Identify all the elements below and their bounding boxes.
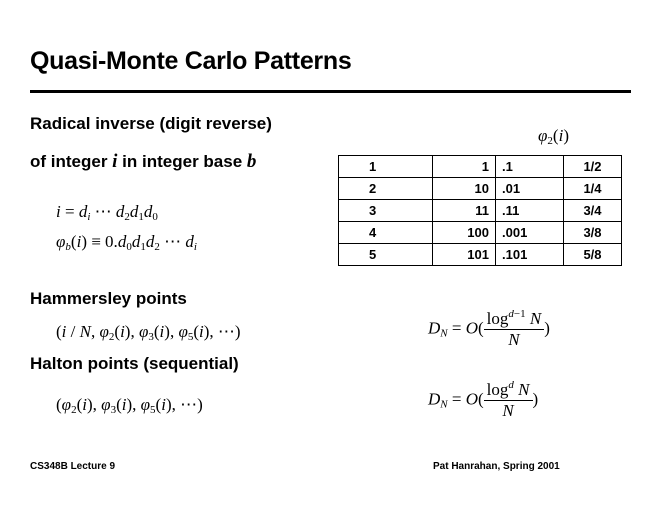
table-row — [339, 200, 622, 222]
halton-fraction: $\frac{\log^d N}{N}$ — [484, 380, 533, 421]
cell-binary: 11 — [433, 200, 496, 222]
heading-integer-var: i — [112, 151, 118, 172]
cell-reversed: .11 — [496, 200, 564, 222]
cell-integer: 3 — [339, 200, 433, 222]
cell-integer: 4 — [339, 222, 433, 244]
radical-inverse-subheading — [30, 151, 256, 173]
cell-fraction: 1/2 — [564, 156, 622, 178]
hammersley-formula: (i / N, $\varphi_2(i)$, $\varphi_3(i)$, $\varphi_5(i)$, ⋯) — [56, 322, 241, 343]
cell-reversed: .101 — [496, 244, 564, 266]
cell-integer: 5 — [339, 244, 433, 266]
title-rule — [30, 90, 631, 93]
hammersley-heading: Hammersley points — [30, 289, 187, 308]
cell-binary: 1 — [433, 156, 496, 178]
footer-right: Pat Hanrahan, Spring 2001 — [433, 461, 560, 472]
cell-reversed: .1 — [496, 156, 564, 178]
heading-text-b: in integer base — [117, 152, 247, 171]
table-row — [339, 244, 622, 266]
footer-left: CS348B Lecture 9 — [30, 461, 116, 472]
cell-fraction: 5/8 — [564, 244, 622, 266]
table-row — [339, 222, 622, 244]
cell-fraction: 1/4 — [564, 178, 622, 200]
halton-heading: Halton points (sequential) — [30, 354, 239, 373]
cell-integer: 1 — [339, 156, 433, 178]
cell-binary: 101 — [433, 244, 496, 266]
radical-inverse-heading: Radical inverse (digit reverse) — [30, 114, 272, 133]
halton-formula: ($\varphi_2(i)$, $\varphi_3(i)$, $\varphi_5(i)$, ⋯) — [56, 395, 203, 416]
cell-fraction: 3/4 — [564, 200, 622, 222]
cell-integer: 2 — [339, 178, 433, 200]
slide-title: Quasi-Monte Carlo Patterns — [30, 47, 352, 75]
cell-reversed: .01 — [496, 178, 564, 200]
radical-inverse-table — [338, 155, 622, 266]
cell-binary: 10 — [433, 178, 496, 200]
hammersley-discrepancy: $D_N = O$( $\frac{\log^{d-1} N}{N}$ ) — [428, 308, 550, 349]
hammersley-fraction: $\frac{\log^{d-1} N}{N}$ — [484, 309, 545, 350]
table-row — [339, 156, 622, 178]
cell-binary: 100 — [433, 222, 496, 244]
heading-base-var: b — [246, 151, 257, 172]
table-body — [339, 156, 622, 266]
heading-text-a: of integer — [30, 152, 113, 171]
digit-expansion-equation: $i = d_i$ ⋯ $d_2d_1d_0$ — [56, 202, 158, 223]
radical-inverse-equation: $\varphi_b(i) \equiv 0.d_0d_1d_2$ ⋯ $d_i$ — [56, 232, 197, 253]
table-header-phi2: $\varphi_2(i)$ — [538, 126, 569, 147]
table-row — [339, 178, 622, 200]
cell-reversed: .001 — [496, 222, 564, 244]
halton-discrepancy: $D_N = O$( $\frac{\log^d N}{N}$ ) — [428, 379, 539, 420]
cell-fraction: 3/8 — [564, 222, 622, 244]
